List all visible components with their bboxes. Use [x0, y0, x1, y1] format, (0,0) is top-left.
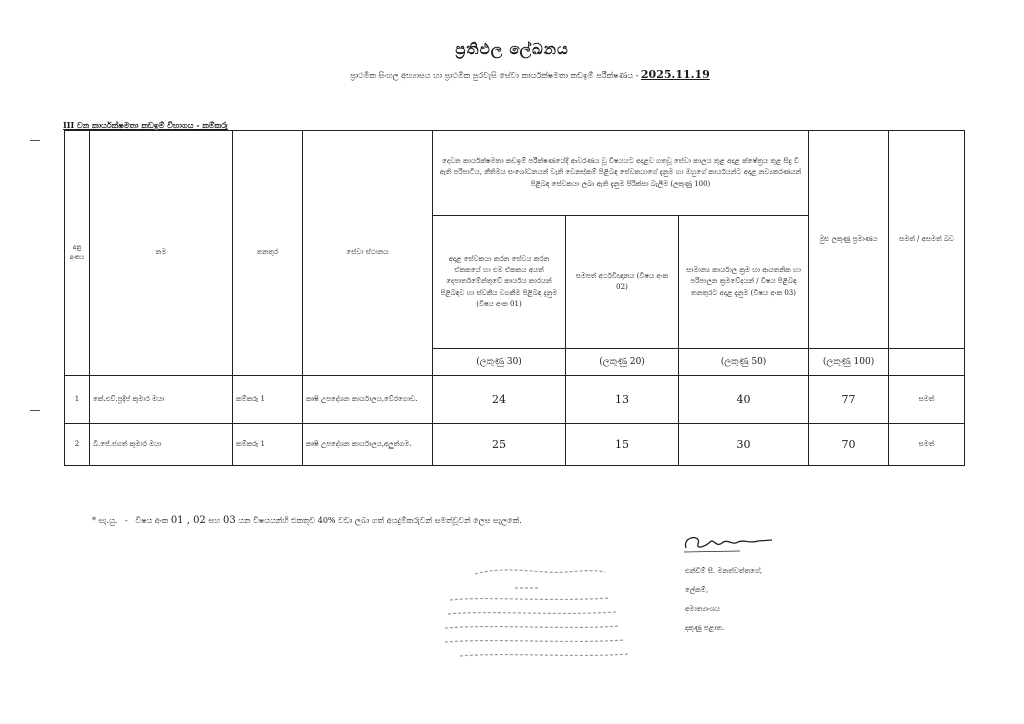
page-title: ප්‍රතිඵල ලේඛනය — [455, 40, 569, 58]
max-marks-subject-1: (ලකුණු 30) — [433, 349, 566, 376]
header-result: සමත් / අසමත් බව — [889, 131, 965, 349]
margin-mark — [30, 140, 40, 141]
score-subject-1: 24 — [433, 376, 566, 424]
margin-mark — [30, 410, 40, 411]
header-subject-2: සමපත් අර්ථවිඥානය (විෂය අංක 02) — [566, 216, 679, 349]
subtitle-text: ප්‍රාථමික සිංහල අභ්‍යාසය හා ප්‍රාථමික පුරවැසි සේවා කාර්යක්ෂමතා කඩඉම් පරීක්ෂණය - — [350, 71, 639, 80]
score-subject-3: 30 — [679, 424, 809, 466]
max-marks-total: (ලකුණු 100) — [809, 349, 889, 376]
header-subject-1: අදාළ සේවකයා කරන සේවය කරන ඒකකයේ හා එම ඒකකය අයත් දෙපාර්තමේන්තුවේ කාර්යය කාරයන් පිළිබඳව හා ස්වකීය වගකීම පිළිබඳ දැනුම (විෂය අංක 01) — [433, 216, 566, 349]
header-total: මුළු ලකුණු ප්‍රමාණය — [809, 131, 889, 349]
footnote-text-mid: සහ — [208, 516, 221, 525]
signatory-name: එන්ඩීම් සී. මනත්වත්තගේ, — [685, 567, 763, 575]
result-status: සමත් — [889, 376, 965, 424]
header-workplace: සේවා ස්ථානය — [303, 131, 433, 376]
handwritten-signature — [680, 530, 780, 556]
footnote-label: * සැ.යු. — [92, 516, 118, 525]
candidate-grade: කම්කරු 1 — [233, 424, 303, 466]
candidate-name: බී.ජේ.ජගත් කුමාර මයා — [90, 424, 233, 466]
official-stamp — [420, 560, 660, 670]
score-subject-3: 40 — [679, 376, 809, 424]
table-row — [65, 376, 965, 424]
results-table — [64, 130, 965, 466]
result-status: සමත් — [889, 424, 965, 466]
header-assessment-group: දෙවන කාර්යක්ෂමතා කඩඉම් පරීක්ෂණයේදී ආවරණය වූ විෂයයට අදාළව ගතවූ සේවා කාලය තුළ අදාළ ක්ෂේත්‍රය තුළ සිදු වී ඇති පරිපාටිය, නීතිමය සංශෝධනයන් වැනි වෙනස්කම් පිළිබඳ සේවකයාගේ දැනුම හා ඔහුගේ කාර්යයන්ට අදාළ නව්‍යකරණයන් පිළිබඳ සේවකයා ලබා ඇති දැනුම පිරික්සා බැලීම (ලකුණු 100) — [433, 131, 809, 216]
section-heading: III වන කාර්යක්ෂමතා කඩඉම් විභාගය - කම්කරු — [63, 120, 228, 130]
signatory-office: අමාත්‍යාංශය — [685, 605, 720, 613]
max-marks-subject-3: (ලකුණු 50) — [679, 349, 809, 376]
candidate-workplace: කෘෂි උපදේශන කාර්යාලය,වේරගොඩ. — [303, 376, 433, 424]
footnote-subject-number-3: 03 — [222, 515, 236, 526]
max-marks-subject-2: (ලකුණු 20) — [566, 349, 679, 376]
header-subject-3: සාමාන්‍ය කාර්යාල ක්‍රම හා ආයතනික හා පරිපාලන ක්‍රමවේදයන් / විෂය පිළිබඳ තනතුරට අදාළ දැනුම (විෂය අංක 03) — [679, 216, 809, 349]
footnote: * සැ.යු. - විෂය අංක 01 , 02 සහ 03 යන විෂයයන්හි එකතුව 40% වඩා ලබා ගත් අයදුම්කරුවන් සමත්වූවන් ලෙස සැලකේ. — [92, 515, 522, 526]
header-name: නම — [90, 131, 233, 376]
header-grade: තනතුර — [233, 131, 303, 376]
exam-date: 2025.11.19 — [640, 68, 710, 81]
score-subject-1: 25 — [433, 424, 566, 466]
table-row — [65, 424, 965, 466]
score-subject-2: 13 — [566, 376, 679, 424]
document-subtitle — [200, 68, 860, 81]
candidate-name: කේ.එච්.ප්‍රදීප් කුමාර මයා — [90, 376, 233, 424]
score-total: 70 — [809, 424, 889, 466]
score-subject-2: 15 — [566, 424, 679, 466]
row-no: 2 — [65, 424, 90, 466]
signatory-block — [685, 562, 762, 638]
footnote-subject-numbers: 01 , 02 — [170, 515, 206, 526]
header-row-group — [65, 131, 965, 216]
header-no: අනු අංකය — [65, 131, 90, 376]
score-total: 77 — [809, 376, 889, 424]
signatory-department: දකුණු පළාත. — [685, 624, 725, 632]
footnote-text-after: යන විෂයයන්හි එකතුව 40% වඩා ලබා ගත් අයදුම්කරුවන් සමත්වූවන් ලෙස සැලකේ. — [238, 516, 522, 525]
candidate-grade: කම්කරු 1 — [233, 376, 303, 424]
signatory-title: ලේකම්, — [685, 586, 709, 594]
candidate-workplace: කෘෂි උපදේශන කාර්යාලය,අලුත්ගම. — [303, 424, 433, 466]
max-marks-empty — [889, 349, 965, 376]
row-no: 1 — [65, 376, 90, 424]
footnote-text-before: විෂය අංක — [135, 516, 169, 525]
